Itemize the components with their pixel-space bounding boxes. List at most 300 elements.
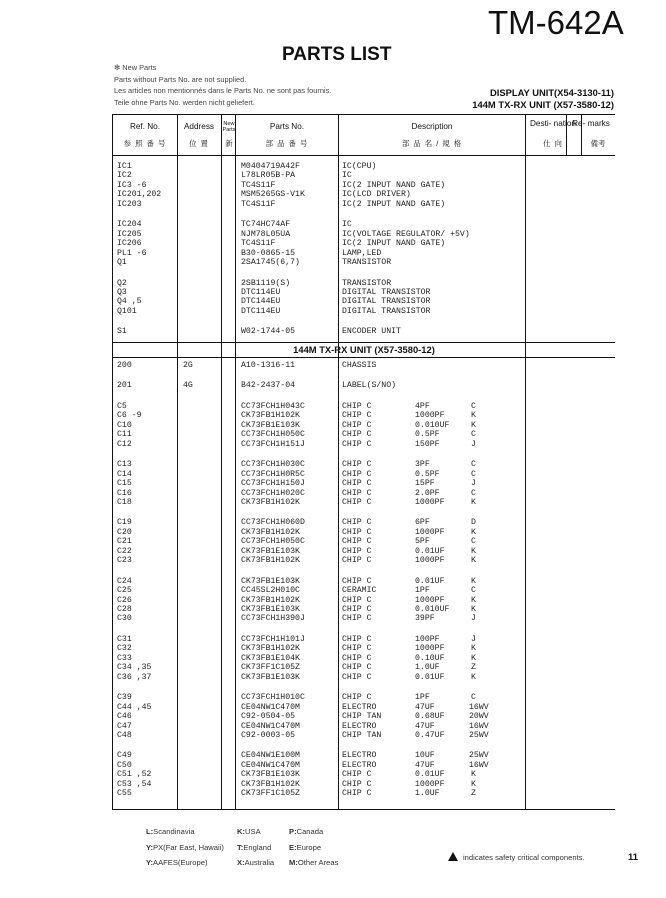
table-row [113,556,615,565]
cell-parts: CC73FCH1H030C [241,460,305,470]
table-row [113,220,615,229]
cell-tol: J [471,479,476,489]
cell-parts: CC73FCH1H043C [241,401,305,411]
unit-line: DISPLAY UNIT(X54-3130-11) [489,87,614,98]
cell-sp: 16WV [469,760,489,770]
cell-desc: CHIP C [342,672,372,682]
cell-parts: M0404719A42F [241,162,300,171]
cell-addr: 4G [183,381,193,391]
cell-desc: CHIP C [342,497,372,507]
cell-val: 150PF [415,439,440,449]
table-row [113,751,615,760]
cell-ref: C6 -9 [117,411,142,421]
table-row [113,288,615,297]
cell-parts: CK73FB1E103K [241,672,300,682]
cell-desc: CHIP C [342,789,372,799]
cell-tol: K [471,672,476,682]
cell-parts: CC73FCH1H020C [241,488,305,498]
cell-parts: TC4S11F [241,199,276,209]
cell-tol: J [471,439,476,449]
cell-desc: TRANSISTOR [342,258,392,268]
cell-desc: IC(LCD DRIVER) [342,190,411,200]
cell-ref: C47 [117,721,132,731]
cell-desc: CHIP C [342,488,372,498]
cell-addr: 2G [183,361,193,370]
table-row [113,547,615,556]
table-row [113,489,615,498]
legend-item: E:Europe [289,842,322,852]
cell-desc: ELECTRO [342,751,377,761]
cell-parts: CE04NW1C470M [241,721,300,731]
note-line: Les articles non mentionnés dans le Parts No. ne sont pas fournis. [114,86,332,96]
cell-desc: IC(2 INPUT NAND GATE) [342,180,446,190]
table-row [113,673,615,682]
cell-ref: C20 [117,527,132,537]
cell-val: 10UF [415,751,435,761]
table-row [113,761,615,770]
cell-desc: CHIP C [342,401,372,411]
cell-parts: CC73FCH1H101J [241,634,305,644]
table-row [113,307,615,316]
cell-val: 1PF [415,586,430,596]
cell-ref: C44 ,45 [117,702,152,712]
cell-ref: C39 [117,693,132,703]
table-row [113,654,615,663]
cell-val: 6PF [415,518,430,528]
cell-tol: C [471,430,476,440]
cell-ref: C53 ,54 [117,779,152,789]
cell-val: 0.01UF [415,770,445,780]
cell-val: 0.01UF [415,576,445,586]
cell-ref: C23 [117,556,132,566]
cell-val: 0.010UF [415,420,450,430]
cell-desc: IC [342,220,352,230]
note-line: ✻ New Parts [114,63,157,72]
destination-legend-col3 [289,824,338,871]
table-row [113,731,615,740]
cell-parts: TC4S11F [241,239,276,249]
cell-parts: TC4S11F [241,180,276,190]
cell-val: 1PF [415,693,430,703]
cell-val: 0.01UF [415,546,445,556]
cell-parts: CC73FCH1H050C [241,537,305,547]
cell-ref: C28 [117,605,132,614]
cell-val: 1000PF [415,556,445,566]
cell-tol: K [471,411,476,421]
cell-ref: C21 [117,537,132,547]
header-ref: Ref. No. [129,122,161,131]
cell-ref: C13 [117,460,132,470]
table-row [113,249,615,258]
cell-ref: IC201,202 [117,190,162,200]
header-ref-jp: 参 照 番 号 [123,139,167,148]
legend-item: Y:PX(Far East, Hawaii) [146,842,224,852]
cell-desc: CHIP C [342,430,372,440]
parts-table [112,114,615,810]
cell-ref: C12 [117,439,132,449]
cell-parts: DTC114EU [241,306,281,316]
legend-item: K:USA [237,827,261,836]
cell-parts: CC73FCH1H150J [241,479,305,489]
cell-ref: PL1 -6 [117,248,147,258]
table-header [113,115,615,156]
table-row [113,789,615,798]
cell-desc: LAMP,LED [342,248,382,258]
table-row [113,596,615,605]
cell-tol: C [471,469,476,479]
table-row [113,402,615,411]
cell-desc: ELECTRO [342,721,377,731]
cell-desc: CHIP C [342,420,372,430]
cell-ref: Q3 [117,287,127,297]
cell-ref: C33 [117,653,132,663]
header-remarks: Re- marks [572,119,610,128]
table-row [113,297,615,306]
cell-ref: C25 [117,586,132,596]
cell-tol: K [471,653,476,663]
cell-sp: 16WV [469,721,489,731]
cell-val: 4PF [415,401,430,411]
cell-ref: C16 [117,488,132,498]
cell-desc: CHIP C [342,634,372,644]
cell-tol: K [471,770,476,780]
column-divider [566,115,567,155]
cell-val: 1000PF [415,644,445,654]
cell-val: 1000PF [415,527,445,537]
cell-parts: NJM78L05UA [241,229,291,239]
table-row [113,258,615,267]
cell-tol: K [471,576,476,586]
cell-ref: IC1 [117,162,132,171]
cell-desc: DIGITAL TRANSISTOR [342,306,431,316]
cell-ref: 200 [117,361,132,370]
cell-desc: CHASSIS [342,361,377,370]
cell-desc: DIGITAL TRANSISTOR [342,297,431,307]
table-row [113,190,615,199]
cell-desc: CHIP C [342,546,372,556]
cell-tol: K [471,556,476,566]
cell-desc: CHIP C [342,527,372,537]
cell-ref: S1 [117,327,127,337]
cell-ref: C46 [117,712,132,722]
section-divider [113,342,615,343]
cell-ref: C26 [117,595,132,605]
cell-ref: C24 [117,576,132,586]
cell-parts: CE04NW1C470M [241,702,300,712]
cell-parts: DTC114EU [241,287,281,297]
cell-parts: CK73FF1C105Z [241,663,300,673]
cell-desc: CHIP C [342,653,372,663]
cell-val: 1.0UF [415,789,440,799]
table-row [113,712,615,721]
header-address-jp: 位 置 [189,139,209,148]
cell-parts: MSM5265GS-V1K [241,190,305,200]
warning-triangle-icon [448,852,458,861]
cell-desc: CHIP C [342,605,372,614]
cell-parts: CK73FB1H102K [241,497,300,507]
cell-tol: C [471,586,476,596]
cell-parts: CK73FB1E103K [241,546,300,556]
cell-val: 0.68UF [415,712,445,722]
cell-tol: K [471,779,476,789]
cell-parts: C92-0504-05 [241,712,296,722]
table-row [113,635,615,644]
cell-desc: CHIP C [342,411,372,421]
table-row [113,577,615,586]
cell-val: 0.5PF [415,430,440,440]
table-row [113,693,615,702]
cell-tol: C [471,460,476,470]
cell-parts: CK73FB1E103K [241,576,300,586]
cell-desc: IC [342,171,352,181]
cell-sp: 25WV [469,751,489,761]
cell-parts: CC45SL2H010C [241,586,300,596]
cell-desc: CHIP C [342,576,372,586]
table-row [113,239,615,248]
cell-ref: Q4 ,5 [117,297,142,307]
cell-parts: C92-0003-05 [241,730,296,740]
table-row [113,663,615,672]
header-new: New Parts [222,121,236,134]
cell-tol: Z [471,789,476,799]
header-destination-jp: 仕 向 [543,139,563,148]
table-row [113,430,615,439]
unit-line: 144M TX-RX UNIT (X57-3580-12) [472,99,614,110]
cell-ref: C51 ,52 [117,770,152,780]
header-parts-no-jp: 部 品 番 号 [265,139,309,148]
cell-tol: C [471,537,476,547]
cell-parts: CK73FB1E103K [241,605,300,614]
legend-item: X:Australia [237,858,275,867]
cell-parts: B42-2437-04 [241,381,296,391]
table-row [113,230,615,239]
cell-parts: CE04NW1E100M [241,751,300,761]
cell-parts: CK73FB1H102K [241,644,300,654]
cell-parts: CC73FCH1H151J [241,439,305,449]
cell-tol: K [471,595,476,605]
parts-notes [114,62,454,108]
cell-ref: C32 [117,644,132,654]
cell-desc: CHIP C [342,770,372,780]
table-row [113,381,615,390]
table-row [113,780,615,789]
header-description: Description [411,122,453,131]
legend-item: M:Other Areas [289,858,339,867]
table-row [113,470,615,479]
cell-parts: CC73FCH1H0R5C [241,469,305,479]
cell-parts: CC73FCH1H060D [241,518,305,528]
cell-desc: CHIP C [342,518,372,528]
cell-val: 1000PF [415,595,445,605]
cell-parts: 2SA1745(6,7) [241,258,300,268]
cell-tol: C [471,693,476,703]
section-title: 144M TX-RX UNIT (X57-3580-12) [293,344,435,355]
cell-tol: K [471,644,476,654]
cell-ref: IC204 [117,220,142,230]
cell-ref: C34 ,35 [117,663,152,673]
cell-desc: DIGITAL TRANSISTOR [342,287,431,297]
table-row [113,586,615,595]
cell-val: 0.47UF [415,730,445,740]
note-line: Parts without Parts No. are not supplied. [114,74,247,84]
cell-val: 0.010UF [415,605,450,614]
header-description-jp: 部 品 名 / 規 格 [401,139,463,148]
cell-desc: CERAMIC [342,586,377,596]
cell-val: 47UF [415,702,435,712]
table-row [113,327,615,336]
table-row [113,171,615,180]
cell-tol: K [471,605,476,614]
legend-item: L:Scandinavia [146,827,195,836]
table-row [113,181,615,190]
page-number: 11 [628,851,638,862]
header-address: Address [183,122,215,131]
cell-desc: TRANSISTOR [342,278,392,288]
cell-val: 47UF [415,760,435,770]
table-row [113,200,615,209]
cell-val: 3PF [415,460,430,470]
cell-sp: 25WV [469,730,489,740]
cell-desc: CHIP C [342,460,372,470]
cell-tol: J [471,634,476,644]
legend-item: Y:AAFES(Europe) [146,858,208,867]
header-remarks-jp: 備考 [590,139,606,148]
cell-desc: CHIP TAN [342,712,382,722]
cell-desc: CHIP C [342,644,372,654]
cell-desc: ELECTRO [342,702,377,712]
table-row [113,440,615,449]
cell-desc: IC(CPU) [342,162,377,171]
cell-ref: Q1 [117,258,127,268]
legend-item: T:England [237,842,272,852]
cell-val: 15PF [415,479,435,489]
cell-ref: C11 [117,430,132,440]
cell-desc: ELECTRO [342,760,377,770]
cell-desc: LABEL(S/NO) [342,381,397,391]
cell-desc: CHIP C [342,779,372,789]
cell-ref: C48 [117,730,132,740]
cell-tol: D [471,518,476,528]
cell-ref: C22 [117,546,132,556]
cell-ref: C10 [117,420,132,430]
cell-val: 1000PF [415,497,445,507]
cell-ref: C30 [117,614,132,624]
cell-tol: C [471,488,476,498]
cell-tol: K [471,497,476,507]
cell-val: 0.10UF [415,653,445,663]
cell-val: 100PF [415,634,440,644]
cell-tol: K [471,527,476,537]
header-parts-no: Parts No. [269,122,305,131]
cell-parts: L78LR05B-PA [241,171,296,181]
cell-ref: IC2 [117,171,132,181]
table-row [113,411,615,420]
note-line: Teile ohne Parts No. werden nicht geliefert. [114,97,255,107]
table-row [113,361,615,370]
cell-parts: CK73FB1E103K [241,420,300,430]
cell-sp: 16WV [469,702,489,712]
cell-tol: Z [471,663,476,673]
cell-ref: 201 [117,381,132,391]
cell-ref: C18 [117,497,132,507]
cell-desc: CHIP C [342,439,372,449]
cell-parts: CK73FB1H102K [241,595,300,605]
cell-parts: CK73FB1H102K [241,779,300,789]
cell-val: 1.0UF [415,663,440,673]
cell-desc: CHIP C [342,479,372,489]
cell-ref: IC205 [117,229,142,239]
cell-desc: CHIP C [342,614,372,624]
cell-ref: Q2 [117,278,127,288]
destination-legend-col2 [237,824,274,871]
table-row [113,537,615,546]
table-row [113,770,615,779]
cell-ref: C49 [117,751,132,761]
cell-parts: CC73FCH1H050C [241,430,305,440]
cell-val: 39PF [415,614,435,624]
safety-note: indicates safety critical components. [448,851,585,862]
cell-parts: CC73FCH1H010C [241,693,305,703]
cell-desc: CHIP C [342,663,372,673]
table-row [113,279,615,288]
cell-ref: C14 [117,469,132,479]
cell-parts: CC73FCH1H390J [241,614,305,624]
cell-tol: K [471,546,476,556]
section-divider [113,357,615,358]
table-row [113,528,615,537]
unit-headings [472,87,614,111]
cell-ref: IC3 -6 [117,180,147,190]
cell-val: 1000PF [415,779,445,789]
table-row [113,644,615,653]
cell-parts: CK73FB1H102K [241,556,300,566]
cell-desc: CHIP TAN [342,730,382,740]
cell-parts: CK73FB1H102K [241,527,300,537]
cell-val: 1000PF [415,411,445,421]
table-row [113,460,615,469]
table-row [113,605,615,614]
cell-parts: CK73FF1C105Z [241,789,300,799]
cell-ref: Q101 [117,306,137,316]
cell-parts: B30-0865-15 [241,248,296,258]
header-destination: Desti- nation [530,119,576,128]
cell-parts: 2SB1119(S) [241,278,291,288]
cell-val: 5PF [415,537,430,547]
table-row [113,498,615,507]
cell-desc: CHIP C [342,595,372,605]
cell-desc: CHIP C [342,537,372,547]
cell-ref: C15 [117,479,132,489]
cell-desc: CHIP C [342,693,372,703]
cell-tol: C [471,401,476,411]
cell-parts: DTC144EU [241,297,281,307]
cell-desc: IC(VOLTAGE REGULATOR/ +5V) [342,229,470,239]
cell-tol: K [471,420,476,430]
cell-desc: ENCODER UNIT [342,327,401,337]
cell-desc: CHIP C [342,469,372,479]
cell-parts: A10-1316-11 [241,361,296,370]
cell-val: 0.5PF [415,469,440,479]
cell-val: 0.01UF [415,672,445,682]
cell-parts: W02-1744-05 [241,327,296,337]
table-row [113,162,615,171]
table-row [113,722,615,731]
header-new-jp: 新 [225,139,233,148]
cell-parts: CK73FB1H102K [241,411,300,421]
cell-ref: C50 [117,760,132,770]
cell-tol: J [471,614,476,624]
cell-parts: CK73FB1E104K [241,653,300,663]
